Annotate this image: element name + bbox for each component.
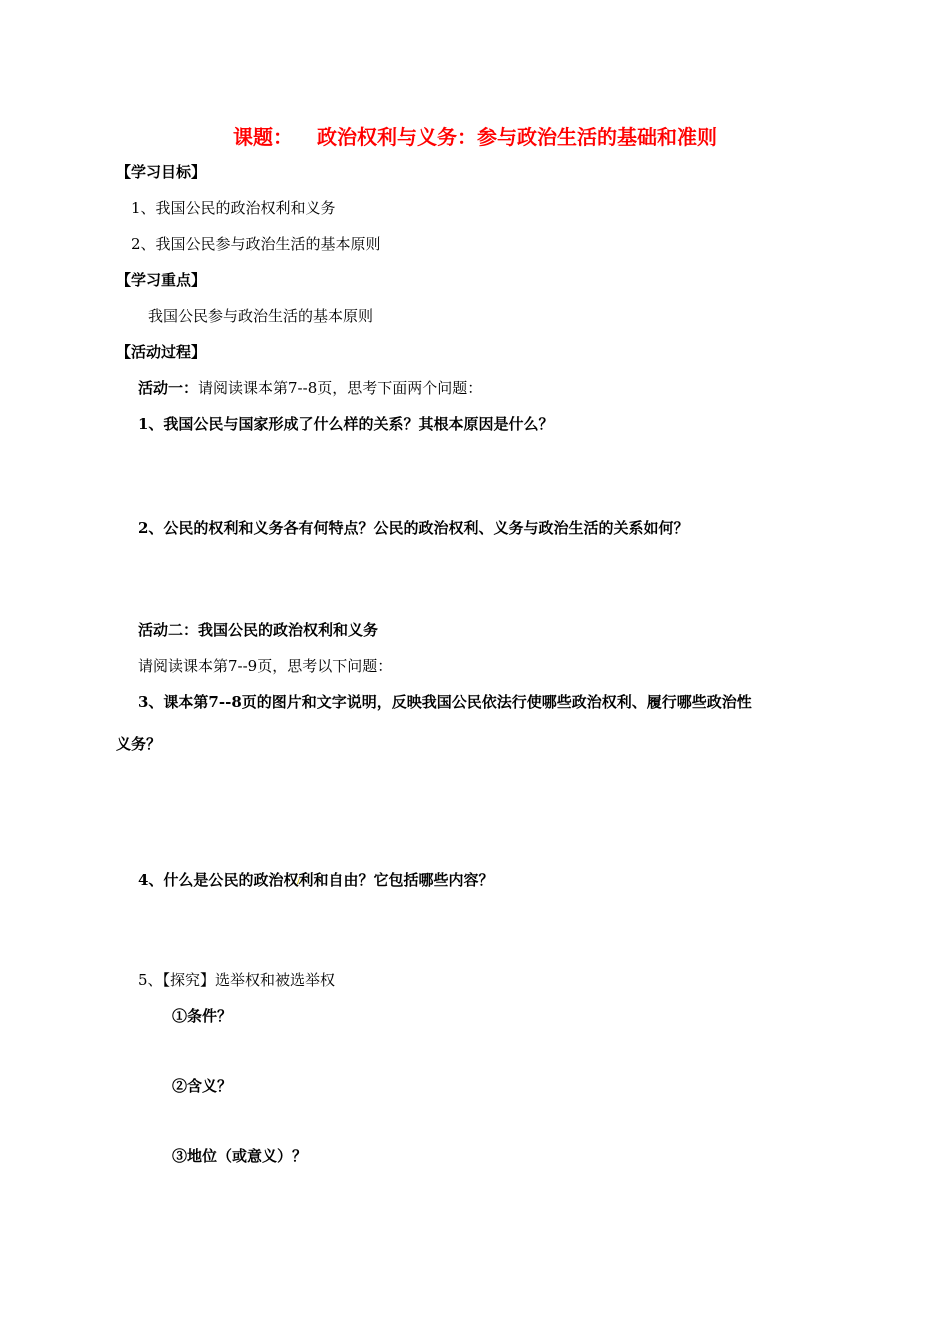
title-prefix: 课题： — [233, 125, 293, 149]
objective-item-2: 2、我国公民参与政治生活的基本原则 — [131, 235, 381, 253]
question-5-item-3: ③地位（或意义）？ — [172, 1147, 308, 1165]
activity1-line — [138, 378, 482, 398]
activity1-intro: 请阅读课本第7--8页，思考下面两个问题： — [198, 379, 483, 397]
question-1: 1、我国公民与国家形成了什么样的关系？其根本原因是什么？ — [138, 415, 554, 433]
title-text: 政治权利与义务：参与政治生活的基础和准则 — [317, 125, 717, 149]
section-heading-key-points: 【学习重点】 — [116, 271, 207, 289]
section-heading-objectives: 【学习目标】 — [116, 163, 207, 181]
activity2-intro: 请阅读课本第7--9页，思考以下问题： — [138, 657, 393, 675]
question-3-line-2: 义务？ — [116, 735, 162, 753]
section-heading-process: 【活动过程】 — [116, 343, 207, 361]
question-5-item-1: ①条件？ — [172, 1007, 233, 1025]
question-2: 2、公民的权利和义务各有何特点？公民的政治权利、义务与政治生活的关系如何？ — [138, 519, 689, 537]
question-5-title: 5、【探究】选举权和被选举权 — [138, 971, 336, 989]
question-4: 4、什么是公民的政治权利和自由？它包括哪些内容？ — [138, 871, 494, 889]
page-title — [0, 124, 950, 150]
activity2-title: 活动二：我国公民的政治权利和义务 — [138, 621, 379, 639]
question-5-item-2: ②含义？ — [172, 1077, 233, 1095]
key-point-text: 我国公民参与政治生活的基本原则 — [148, 307, 374, 325]
activity1-label: 活动一： — [138, 379, 199, 397]
question-3-line-1: 3、课本第7--8页的图片和文字说明，反映我国公民依法行使哪些政治权利、履行哪些政治性 — [138, 693, 752, 711]
objective-item-1: 1、我国公民的政治权利和义务 — [131, 199, 336, 217]
